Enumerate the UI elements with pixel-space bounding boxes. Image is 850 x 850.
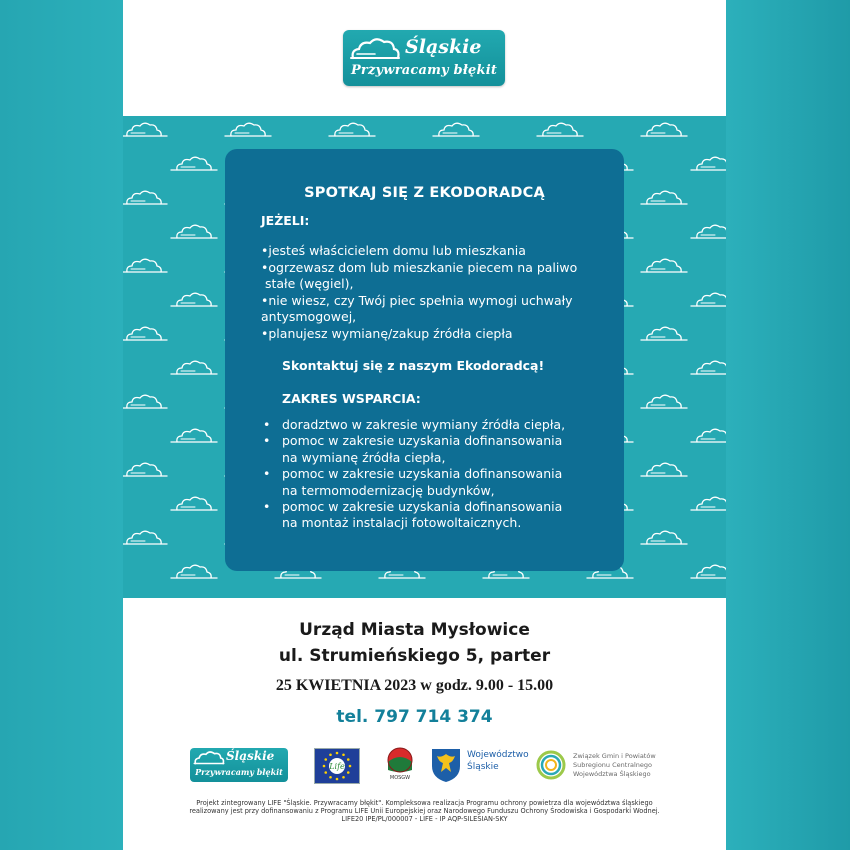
cloud-icon [691, 225, 726, 238]
star-icon [329, 776, 332, 779]
eu-stars-icon [315, 749, 359, 783]
cloud-icon [329, 123, 375, 136]
scope-item-text: pomoc w zakresie uzyskania dofinansowania [282, 466, 563, 482]
cloud-icon [193, 750, 225, 766]
scope-item-text: pomoc w zakresie uzyskania dofinansowania [282, 499, 563, 515]
scope-item-text: na wymianę źródła ciepła, [282, 449, 446, 465]
cloud-icon [171, 429, 217, 442]
scope-item-text: doradztwo w zakresie wymiany źródła ciepła, [282, 417, 566, 432]
cloud-icon [171, 497, 217, 510]
woj-label: Śląskie [467, 762, 499, 772]
star-icon [347, 758, 350, 761]
funding-footer [173, 799, 676, 824]
phone-number[interactable]: tel. 797 714 374 [336, 707, 493, 727]
star-icon [342, 776, 345, 779]
cloud-icon [641, 395, 687, 408]
office-name: Urząd Miasta Mysłowice [299, 620, 530, 640]
star-icon [323, 765, 326, 768]
cloud-icon [225, 123, 271, 136]
condition-line: •jesteś właścicielem domu lub mieszkania [261, 243, 526, 258]
small-logo-title: Śląskie [226, 749, 275, 763]
cloud-icon [123, 191, 167, 204]
svg-text:Life: Life [329, 762, 345, 771]
cloud-icon [123, 123, 167, 136]
cloud-icon [171, 565, 217, 578]
cloud-icon [641, 259, 687, 272]
cloud-icon [123, 531, 167, 544]
cloud-icon [691, 429, 726, 442]
scope-list [261, 417, 611, 532]
footer-line: LIFE20 IPE/PL/000007 - LIFE - IP AQP-SILESIAN-SKY [341, 815, 508, 824]
condition-line: •planujesz wymianę/zakup źródła ciepła [261, 325, 513, 341]
cloud-icon [691, 497, 726, 510]
cloud-icon [641, 463, 687, 476]
cloud-icon [123, 463, 167, 476]
condition-line: stałe (węgiel), [261, 276, 354, 292]
zwiazek-gmin-logo [535, 746, 675, 784]
cloud-icon [171, 157, 217, 170]
card-title: SPOTKAJ SIĘ Z EKODORADCĄ [304, 185, 545, 201]
bullet-icon: • [263, 499, 271, 515]
bullet-icon: • [263, 466, 271, 482]
logo-title: Śląskie [405, 36, 482, 58]
star-icon [336, 752, 339, 755]
footer-line: realizowany jest przy dofinansowaniu z Programu LIFE Unii Europejskiej oraz Narodowego Funduszu Ochrony Środowiska i Gospodarki Wodnej. [189, 807, 660, 816]
star-icon [324, 771, 327, 774]
contact-callout: Skontaktuj się z naszym Ekodoradcą! [282, 358, 545, 373]
eagle-crest-icon [429, 746, 463, 784]
cloud-icon [641, 191, 687, 204]
cloud-icon [691, 361, 726, 374]
info-card [225, 149, 624, 571]
cloud-icon [691, 565, 726, 578]
condition-line: •ogrzewasz dom lub mieszkanie piecem na paliwo [261, 259, 578, 275]
right-border [726, 0, 850, 850]
bullet-icon: • [263, 417, 271, 432]
cloud-icon [349, 36, 401, 62]
cloud-icon [433, 123, 479, 136]
zg-label: Województwa Śląskiego [573, 770, 651, 778]
nfosigw-emblem-icon [382, 746, 418, 774]
scope-item-text: pomoc w zakresie uzyskania dofinansowania [282, 433, 563, 449]
star-icon [349, 765, 352, 768]
scope-item [261, 466, 611, 499]
star-icon [347, 771, 350, 774]
nfosigw-label: MOSGW [389, 775, 411, 781]
cloud-icon [691, 157, 726, 170]
conditions-label: JEŻELI: [261, 213, 310, 228]
wojewodztwo-logo [429, 746, 529, 784]
slaskie-logo-small [190, 748, 288, 782]
cloud-icon [123, 259, 167, 272]
pattern-band [123, 116, 726, 598]
eu-life-logo [314, 748, 360, 784]
nfosigw-logo [382, 746, 418, 784]
scope-item-text: na montaż instalacji fotowoltaicznych. [282, 515, 522, 531]
cloud-icon [123, 327, 167, 340]
star-icon [324, 758, 327, 761]
zg-label: Subregionu Centralnego [573, 761, 653, 769]
cloud-icon [171, 225, 217, 238]
scope-item [261, 499, 611, 532]
star-icon [336, 778, 339, 781]
scope-item [261, 433, 611, 466]
cloud-icon [641, 531, 687, 544]
cloud-icon [537, 123, 583, 136]
event-date: 25 KWIETNIA 2023 w godz. 9.00 - 15.00 [275, 677, 554, 694]
woj-label: Województwo [467, 750, 529, 760]
small-logo-slogan: Przywracamy błękit [195, 767, 283, 777]
street-address: ul. Strumieńskiego 5, parter [278, 646, 551, 666]
cloud-icon [171, 293, 217, 306]
slaskie-logo [343, 30, 505, 86]
bullet-icon: • [263, 433, 271, 449]
star-icon [329, 753, 332, 756]
cloud-icon [171, 361, 217, 374]
scope-item [261, 417, 611, 433]
zg-label: Związek Gmin i Powiatów [573, 752, 656, 760]
logo-slogan: Przywracamy błękit [350, 63, 498, 78]
cloud-icon [123, 395, 167, 408]
ring-icon [535, 746, 569, 784]
cloud-icon [691, 293, 726, 306]
scope-item-text: na termomodernizację budynków, [282, 482, 495, 498]
condition-line: •nie wiesz, czy Twój piec spełnia wymogi uchwały [261, 292, 573, 308]
star-icon [342, 753, 345, 756]
left-border [0, 0, 123, 850]
poster [123, 0, 726, 850]
footer-line: Projekt zintegrowany LIFE "Śląskie. Przywracamy błękit". Kompleksowa realizacja Programu ochrony powietrza dla województwa śląskiego [196, 799, 653, 807]
cloud-icon [641, 123, 687, 136]
condition-line: antysmogowej, [261, 309, 357, 325]
scope-label: ZAKRES WSPARCIA: [282, 391, 421, 406]
conditions-list [261, 243, 611, 343]
cloud-icon [641, 327, 687, 340]
